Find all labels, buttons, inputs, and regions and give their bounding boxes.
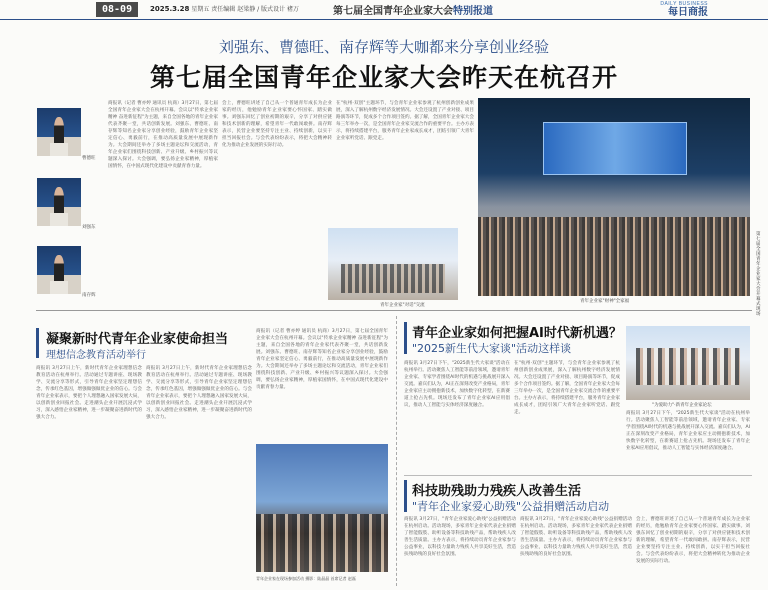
column-divider [396, 316, 397, 586]
section3-title: 科技助残助力残疾人改善生活 [412, 484, 582, 499]
section3-subtitle: "青年企业家爱心助残"公益捐赠活动启动 [412, 500, 610, 513]
section2-accent [404, 322, 407, 354]
section2-col1: 商报讯 3月27日下午，"2025新生代大家谈"活动在杭州举行。活动聚焦人工智能等前沿领域，邀请青年企业家、专家学者围绕AI时代的机遇与挑战展开深入交流。嘉宾们认为，AI正在深刻改变产业格局，青年企业家应主动拥抱新技术，加快数字化转型，在新赛道上抢占先机。现场还发布了青年企业家AI应用倡议，推动人工智能与实体经济深度融合。 [404, 361, 510, 408]
section1-col2: 商报讯 3月27日上午，新时代青年企业家理想信念教育活动在杭州举行。活动通过专题讲座、现场教学、交流分享等形式，引导青年企业家坚定理想信念，传承红色基因，增强做强做优企业的信心。与会青年企业家表示，要把个人理想融入国家发展大局，以创新创业回报社会。走进潮头企业开展沉浸式学习，深入感悟企业家精神，进一步凝聚奋进新时代的强大合力。 [146, 366, 252, 420]
issue-editors: 责任编辑 赵梁静 / 版式设计 褚万 [211, 6, 299, 13]
header-title-highlight: 特别报道 [453, 6, 493, 17]
stage-photo-caption: 青年企业家"财神"全家福 [580, 299, 630, 304]
speaker-photo-3 [37, 246, 81, 294]
speaker-photo-1 [37, 108, 81, 156]
group-photo-caption: 青年企业家在现场参加活动 摄影：陆晶晶 首席记者 赵磊 [256, 576, 356, 581]
section1-accent [36, 328, 39, 358]
brand-english: DAILY BUSINESS [660, 1, 708, 7]
stage-side-label: 第七届全国青年企业家大会开幕式现场 [756, 232, 761, 317]
section3-col2: 商报讯 3月27日，"青年企业家爱心助残"公益捐赠活动在杭州启动。活动现场，多家青年企业家代表企业捐赠了智能假肢、助听设备等科技助残产品，帮助残疾人改善生活质量。主办方表示，将持续动员青年企业家参与公益事业，以科技力量助力残疾人共享美好生活，营造扶残助残的良好社会氛围。 [520, 517, 632, 557]
section3-col1: 商报讯 3月27日，"青年企业家爱心助残"公益捐赠活动在杭州启动。活动现场，多家青年企业家代表企业捐赠了智能假肢、助听设备等科技助残产品，帮助残疾人改善生活质量。主办方表示，将持续动员青年企业家参与公益事业，以科技力量助力残疾人共享美好生活，营造扶残助残的良好社会氛围。 [404, 517, 516, 557]
page-header [0, 0, 768, 20]
section1-subtitle: 理想信念教育活动举行 [46, 350, 146, 361]
stage-photo [478, 98, 750, 296]
brand-chinese: 每日商报 [668, 7, 708, 18]
issue-date: 2025.3.28 [150, 5, 190, 13]
speaker-caption-1: 曹德旺 [82, 156, 96, 161]
section2-title: 青年企业家如何把握AI时代新机遇？ [412, 326, 622, 341]
speaker-photo-2 [37, 178, 81, 226]
section2-col2: 在"杭州·双创"主题环节，与会青年企业家参观了杭州创新创业成果展，深入了解杭州数字经济发展情况。大会还设置了产业对接、项目路演等环节，促成多个合作项目签约。据了解，全国青年企业家大会每三年举办一次，是全国青年企业家交流合作的重要平台。主办方表示，将持续搭建平台，服务青年企业家成长成才，团结引领广大青年企业家听党话、跟党走。 [514, 361, 620, 415]
section2-subtitle: "2025新生代大家谈"活动这样谈 [412, 342, 572, 355]
page-number: 08-09 [96, 2, 138, 17]
group-photo [256, 444, 388, 572]
header-title [333, 2, 493, 17]
panel-photo [328, 228, 458, 300]
speaker-caption-2: 刘强东 [82, 225, 96, 230]
section3-col3: 会上，曹德旺讲述了自己从一个普通青年成长为企业家的经历，他勉励青年企业家要心怀国家、踏实做事。刘强东回忆了创业初期的艰辛，分享了对供应链和技术创新的理解，希望青年一代敢闯敢拼。南存辉表示，民营企业要坚持专注主业、持续创新，以实干担当回报社会。与会代表纷纷表示，将把大会精神转化为推动企业发展的实际行动。 [636, 517, 750, 564]
brand-logo [660, 1, 708, 18]
headline-subhead: 刘强东、曹德旺、南存辉等大咖都来分享创业经验 [218, 38, 549, 56]
section1-title: 凝聚新时代青年企业家使命担当 [46, 332, 229, 347]
panel-photo-caption: 青年企业家"对话"交流 [380, 303, 425, 308]
section-divider [36, 310, 752, 311]
issue-meta [150, 4, 299, 13]
section3-divider [404, 475, 752, 476]
article-intro-col2: 会上，曹德旺讲述了自己从一个普通青年成长为企业家的经历，他勉励青年企业家要心怀国家、踏实做事。刘强东回忆了创业初期的艰辛，分享了对供应链和技术创新的理解，希望青年一代敢闯敢拼。南存辉表示，民营企业要坚持专注主业、持续创新，以实干担当回报社会。与会代表纷纷表示，将把大会精神转化为推动企业发展的实际行动。 [222, 101, 332, 148]
section1-col1: 商报讯 3月27日上午，新时代青年企业家理想信念教育活动在杭州举行。活动通过专题讲座、现场教学、交流分享等形式，引导青年企业家坚定理想信念，传承红色基因，增强做强做优企业的信心。与会青年企业家表示，要把个人理想融入国家发展大局，以创新创业回报社会。走进潮头企业开展沉浸式学习，深入感悟企业家精神，进一步凝聚奋进新时代的强大合力。 [36, 366, 142, 420]
section2-col3: 商报讯 3月27日下午，"2025新生代大家谈"活动在杭州举行。活动聚焦人工智能等前沿领域，邀请青年企业家、专家学者围绕AI时代的机遇与挑战展开深入交流。嘉宾们认为，AI正在深刻改变产业格局，青年企业家应主动拥抱新技术，加快数字化转型，在新赛道上抢占先机。现场还发布了青年企业家AI应用倡议，推动人工智能与实体经济深度融合。 [626, 411, 750, 451]
article-intro-col1: 商报讯（记者 曹亦婷 通讯员 杭商）3月27日，第七届全国青年企业家大会在杭州开幕。会议以"传承企业家精神 奋进新征程"为主题，来自全国各地的青年企业家代表齐聚一堂，共话创新发展。刘强东、曹德旺、南存辉等知名企业家分享创业经验，鼓励青年企业家坚定信心、勇毅前行，在推动高质量发展中展现新作为。大会期间还举办了多场主题论坛和交流活动，青年企业家们围绕科技创新、产业升级、乡村振兴等议题深入探讨。大会强调，要弘扬企业家精神，厚植家国情怀，在中国式现代化建设中贡献青春力量。 [108, 101, 218, 169]
section3-accent [404, 480, 407, 512]
section1-col3: 商报讯（记者 曹亦婷 通讯员 杭商）3月27日，第七届全国青年企业家大会在杭州开幕。会议以"传承企业家精神 奋进新征程"为主题，来自全国各地的青年企业家代表齐聚一堂，共话创新发展。刘强东、曹德旺、南存辉等知名企业家分享创业经验，鼓励青年企业家坚定信心、勇毅前行，在推动高质量发展中展现新作为。大会期间还举办了多场主题论坛和交流活动，青年企业家们围绕科技创新、产业升级、乡村振兴等议题深入探讨。大会强调，要弘扬企业家精神，厚植家国情怀，在中国式现代化建设中贡献青春力量。 [256, 329, 388, 390]
issue-weekday: 星期五 [191, 6, 210, 13]
headline-main: 第七届全国青年企业家大会昨天在杭召开 [149, 63, 618, 92]
speaker-caption-3: 南存辉 [82, 293, 96, 298]
forum-photo-caption: "为爱助力"·新青年企业家论坛 [652, 403, 712, 408]
header-title-prefix: 第七届全国青年企业家大会 [333, 6, 453, 17]
article-intro-col3: 在"杭州·双创"主题环节，与会青年企业家参观了杭州创新创业成果展，深入了解杭州数字经济发展情况。大会还设置了产业对接、项目路演等环节，促成多个合作项目签约。据了解，全国青年企业家大会每三年举办一次，是全国青年企业家交流合作的重要平台。主办方表示，将持续搭建平台，服务青年企业家成长成才，团结引领广大青年企业家听党话、跟党走。 [336, 101, 474, 141]
forum-photo [626, 326, 750, 400]
